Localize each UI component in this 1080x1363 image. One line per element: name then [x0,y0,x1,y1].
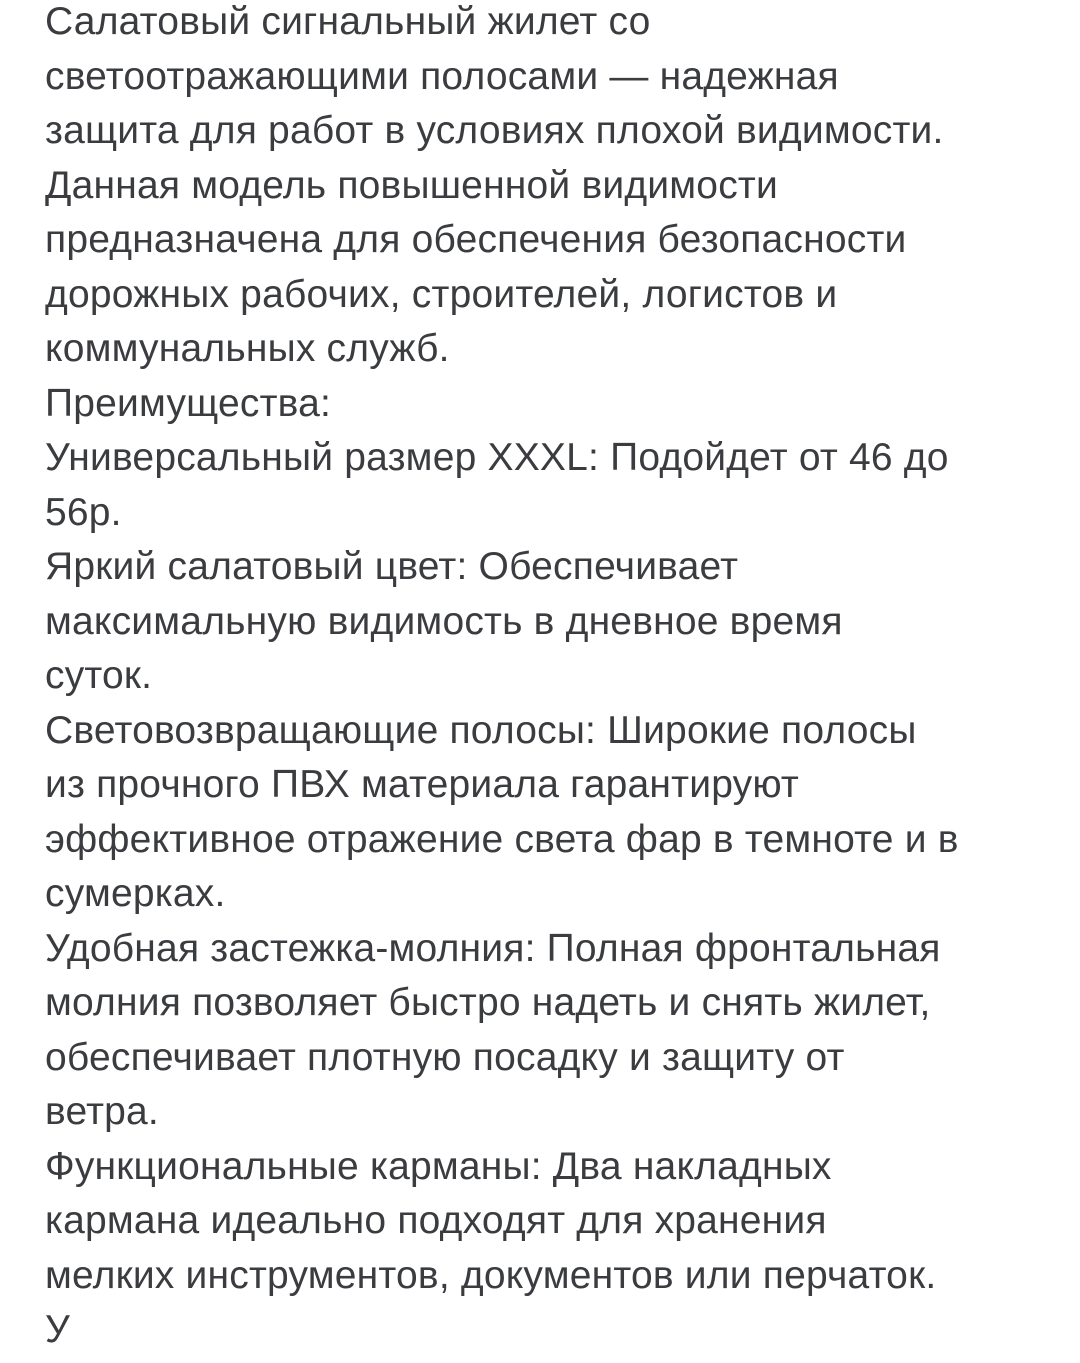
text-line: Яркий салатовый цвет: Обеспечивает [45,545,739,588]
text-line: У [45,1308,70,1351]
text-line: Преимущества: [45,381,332,425]
text-line: Функциональные карманы: Два накладных [45,1144,832,1188]
product-description-text [45,0,1035,1358]
text-line: коммунальных служб. [45,327,450,370]
text-line: суток. [45,654,153,697]
text-line: кармана идеально подходят для хранения [45,1199,827,1242]
text-line: Данная модель повышенной видимости [45,163,778,207]
text-line: защита для работ в условиях плохой видимости. [45,109,944,152]
text-line: предназначена для обеспечения безопасности [45,218,907,261]
text-line: ветра. [45,1090,159,1133]
text-line: из прочного ПВХ материала гарантируют [45,763,799,806]
text-line: эффективное отражение света фар в темноте и в [45,817,959,861]
text-line: Удобная застежка-молния: Полная фронтальная [45,926,941,970]
text-line: Салатовый сигнальный жилет со [45,0,651,43]
text-line: максимальную видимость в дневное время [45,599,843,643]
text-line: Универсальный размер XXXL: Подойдет от 46 до [45,436,949,479]
text-line: 56р. [45,490,122,534]
text-line: молния позволяет быстро надеть и снять жилет, [45,981,931,1024]
text-line: обеспечивает плотную посадку и защиту от [45,1035,845,1079]
text-line: сумерках. [45,872,226,915]
text-line: мелких инструментов, документов или перчаток. [45,1253,937,1297]
text-line: Световозвращающие полосы: Широкие полосы [45,708,917,752]
text-line: дорожных рабочих, строителей, логистов и [45,272,838,316]
text-line: светоотражающими полосами — надежная [45,54,839,98]
